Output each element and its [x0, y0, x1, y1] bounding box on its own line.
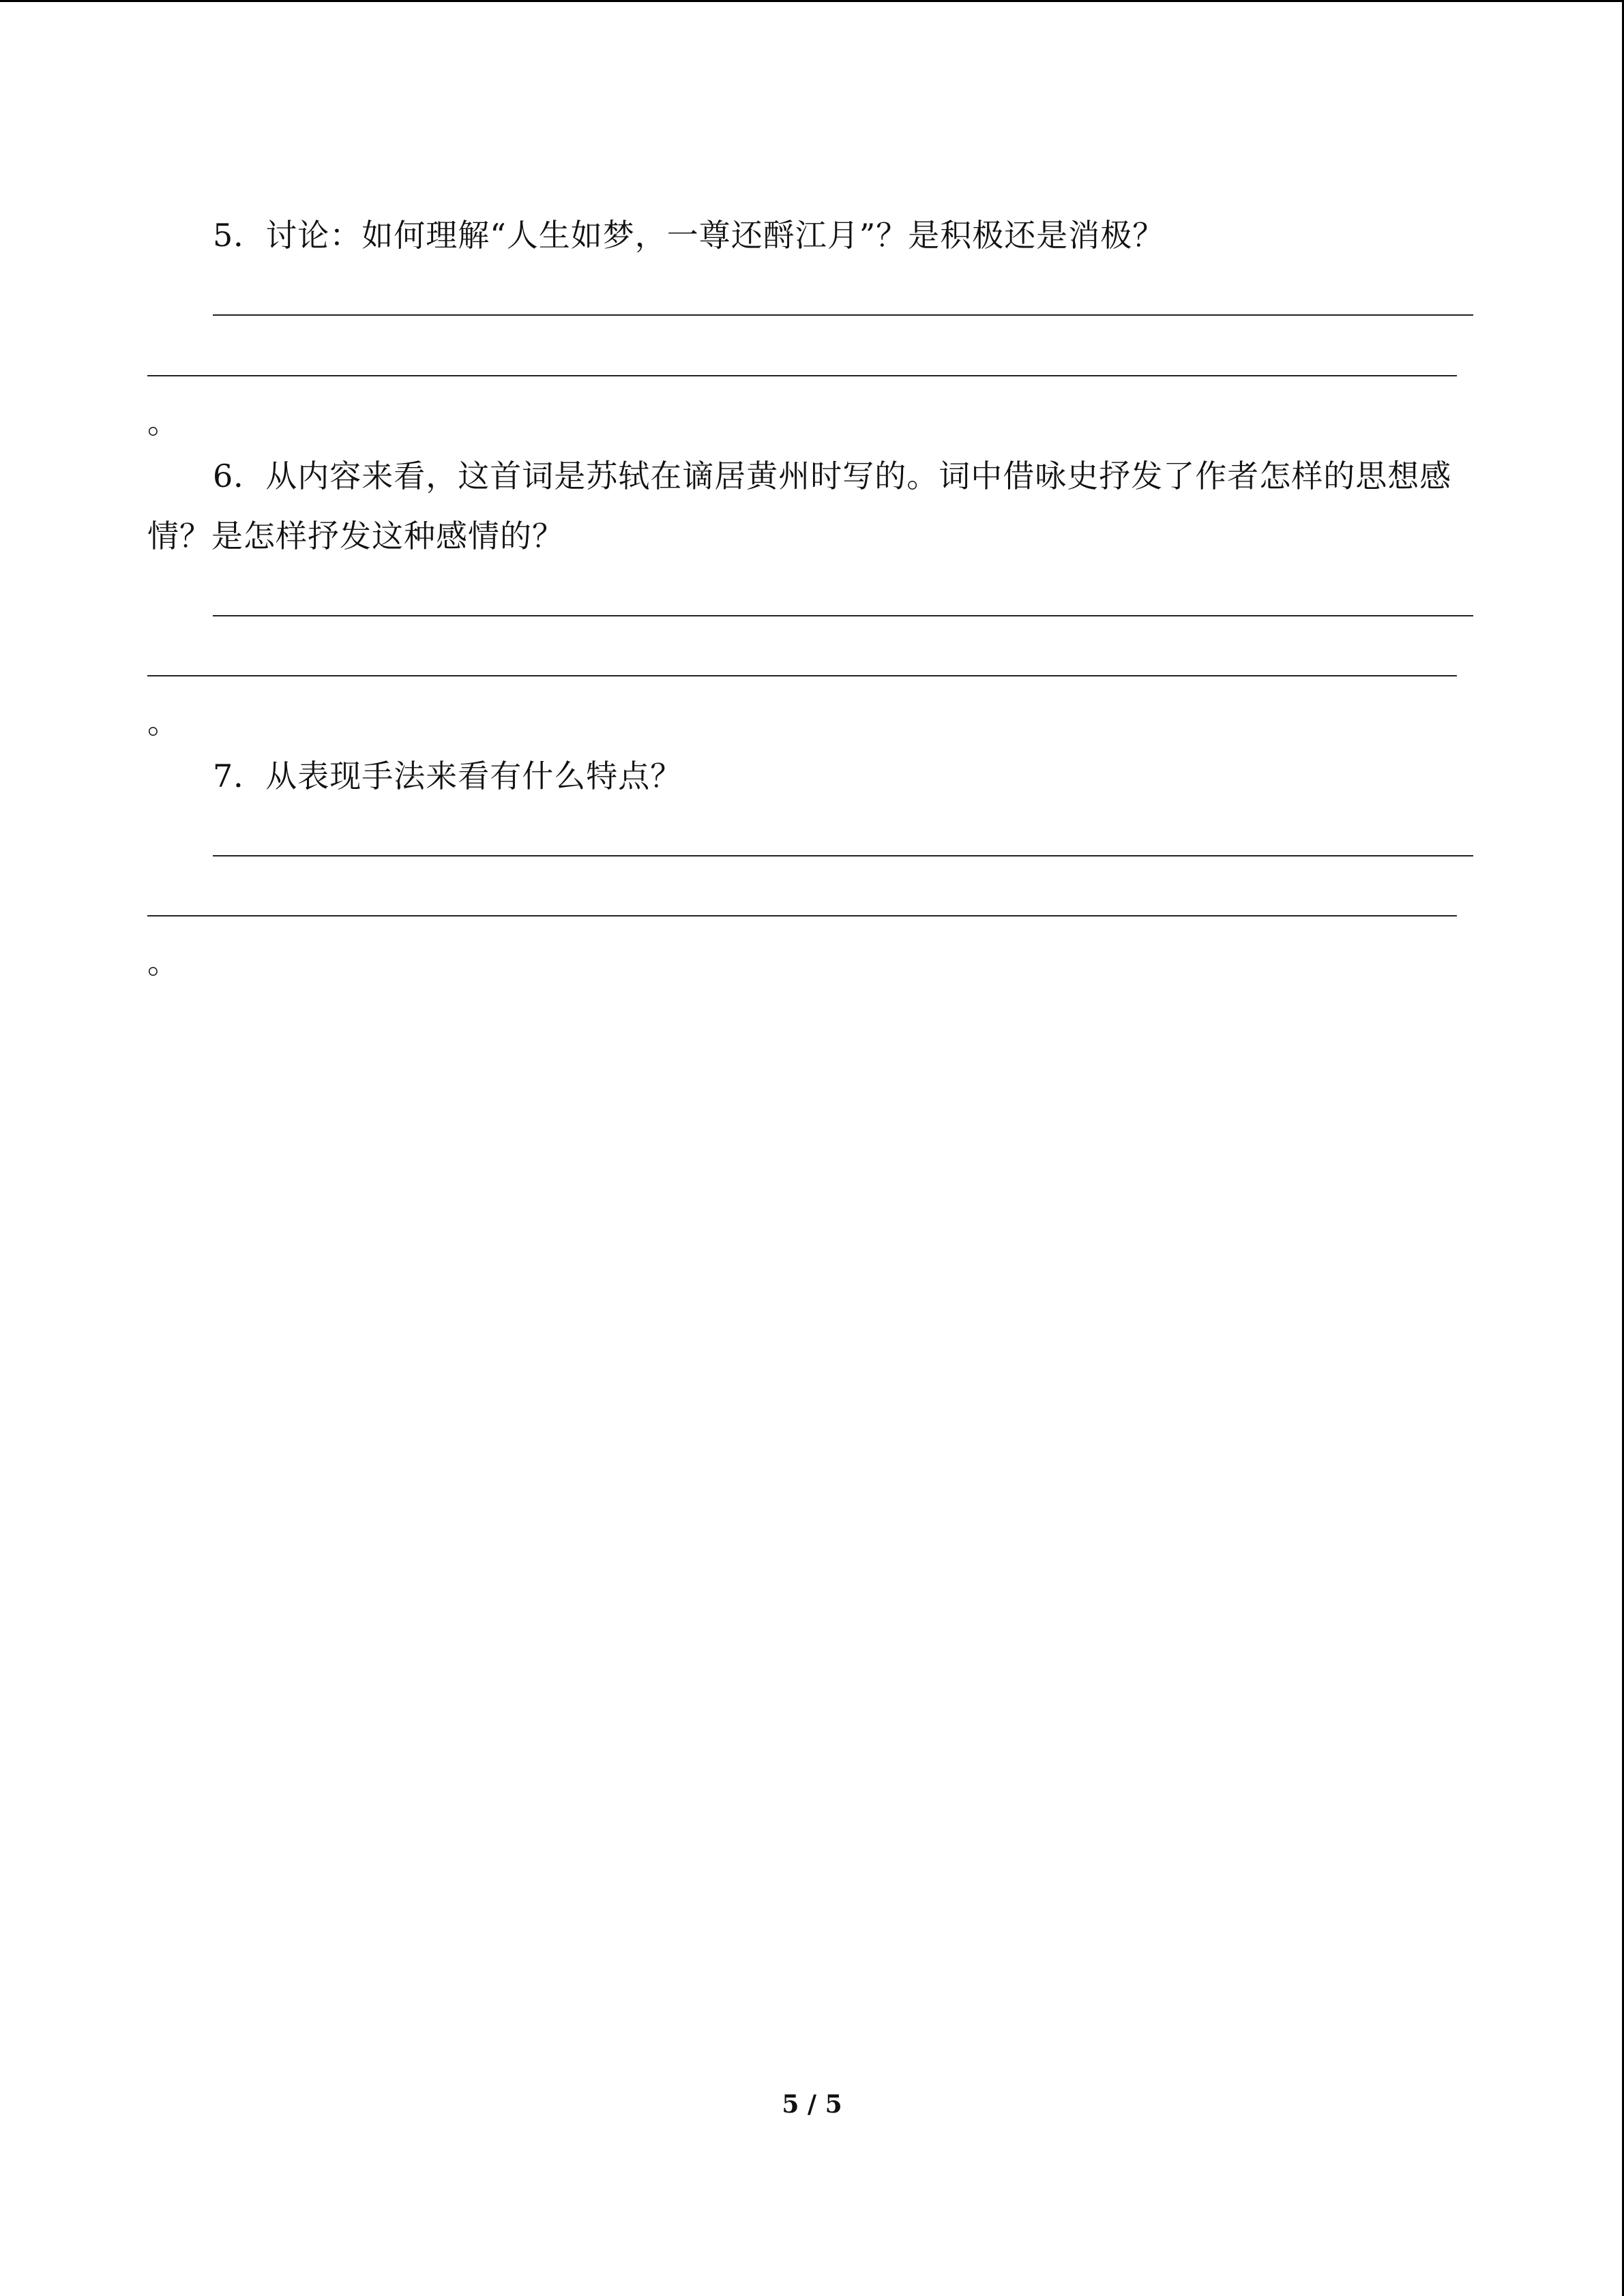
- answer-line-5-1[interactable]: [213, 314, 1473, 316]
- page-top-border: [0, 0, 1624, 2]
- question-5-text: 5．讨论：如何理解“人生如梦，一尊还酹江月”？是积极还是消极？: [213, 217, 1165, 254]
- answer-end-period-5: 。: [147, 404, 179, 441]
- question-7-text: 7．从表现手法来看有什么特点？: [213, 758, 683, 794]
- answer-line-6-1[interactable]: [213, 615, 1473, 616]
- answer-line-7-1[interactable]: [213, 855, 1473, 856]
- answer-end-period-7: 。: [147, 944, 179, 981]
- answer-line-7-2[interactable]: [147, 915, 1457, 916]
- answer-line-6-2[interactable]: [147, 675, 1457, 676]
- page-number: 5 / 5: [782, 2090, 842, 2119]
- answer-line-5-2[interactable]: [147, 375, 1457, 376]
- question-6-text-line-1: 6．从内容来看，这首词是苏轼在谪居黄州时写的。词中借咏史抒发了作者怎样的思想感: [213, 458, 1452, 494]
- question-6-text-line-2: 情？是怎样抒发这种感情的？: [147, 518, 564, 554]
- answer-end-period-6: 。: [147, 704, 179, 741]
